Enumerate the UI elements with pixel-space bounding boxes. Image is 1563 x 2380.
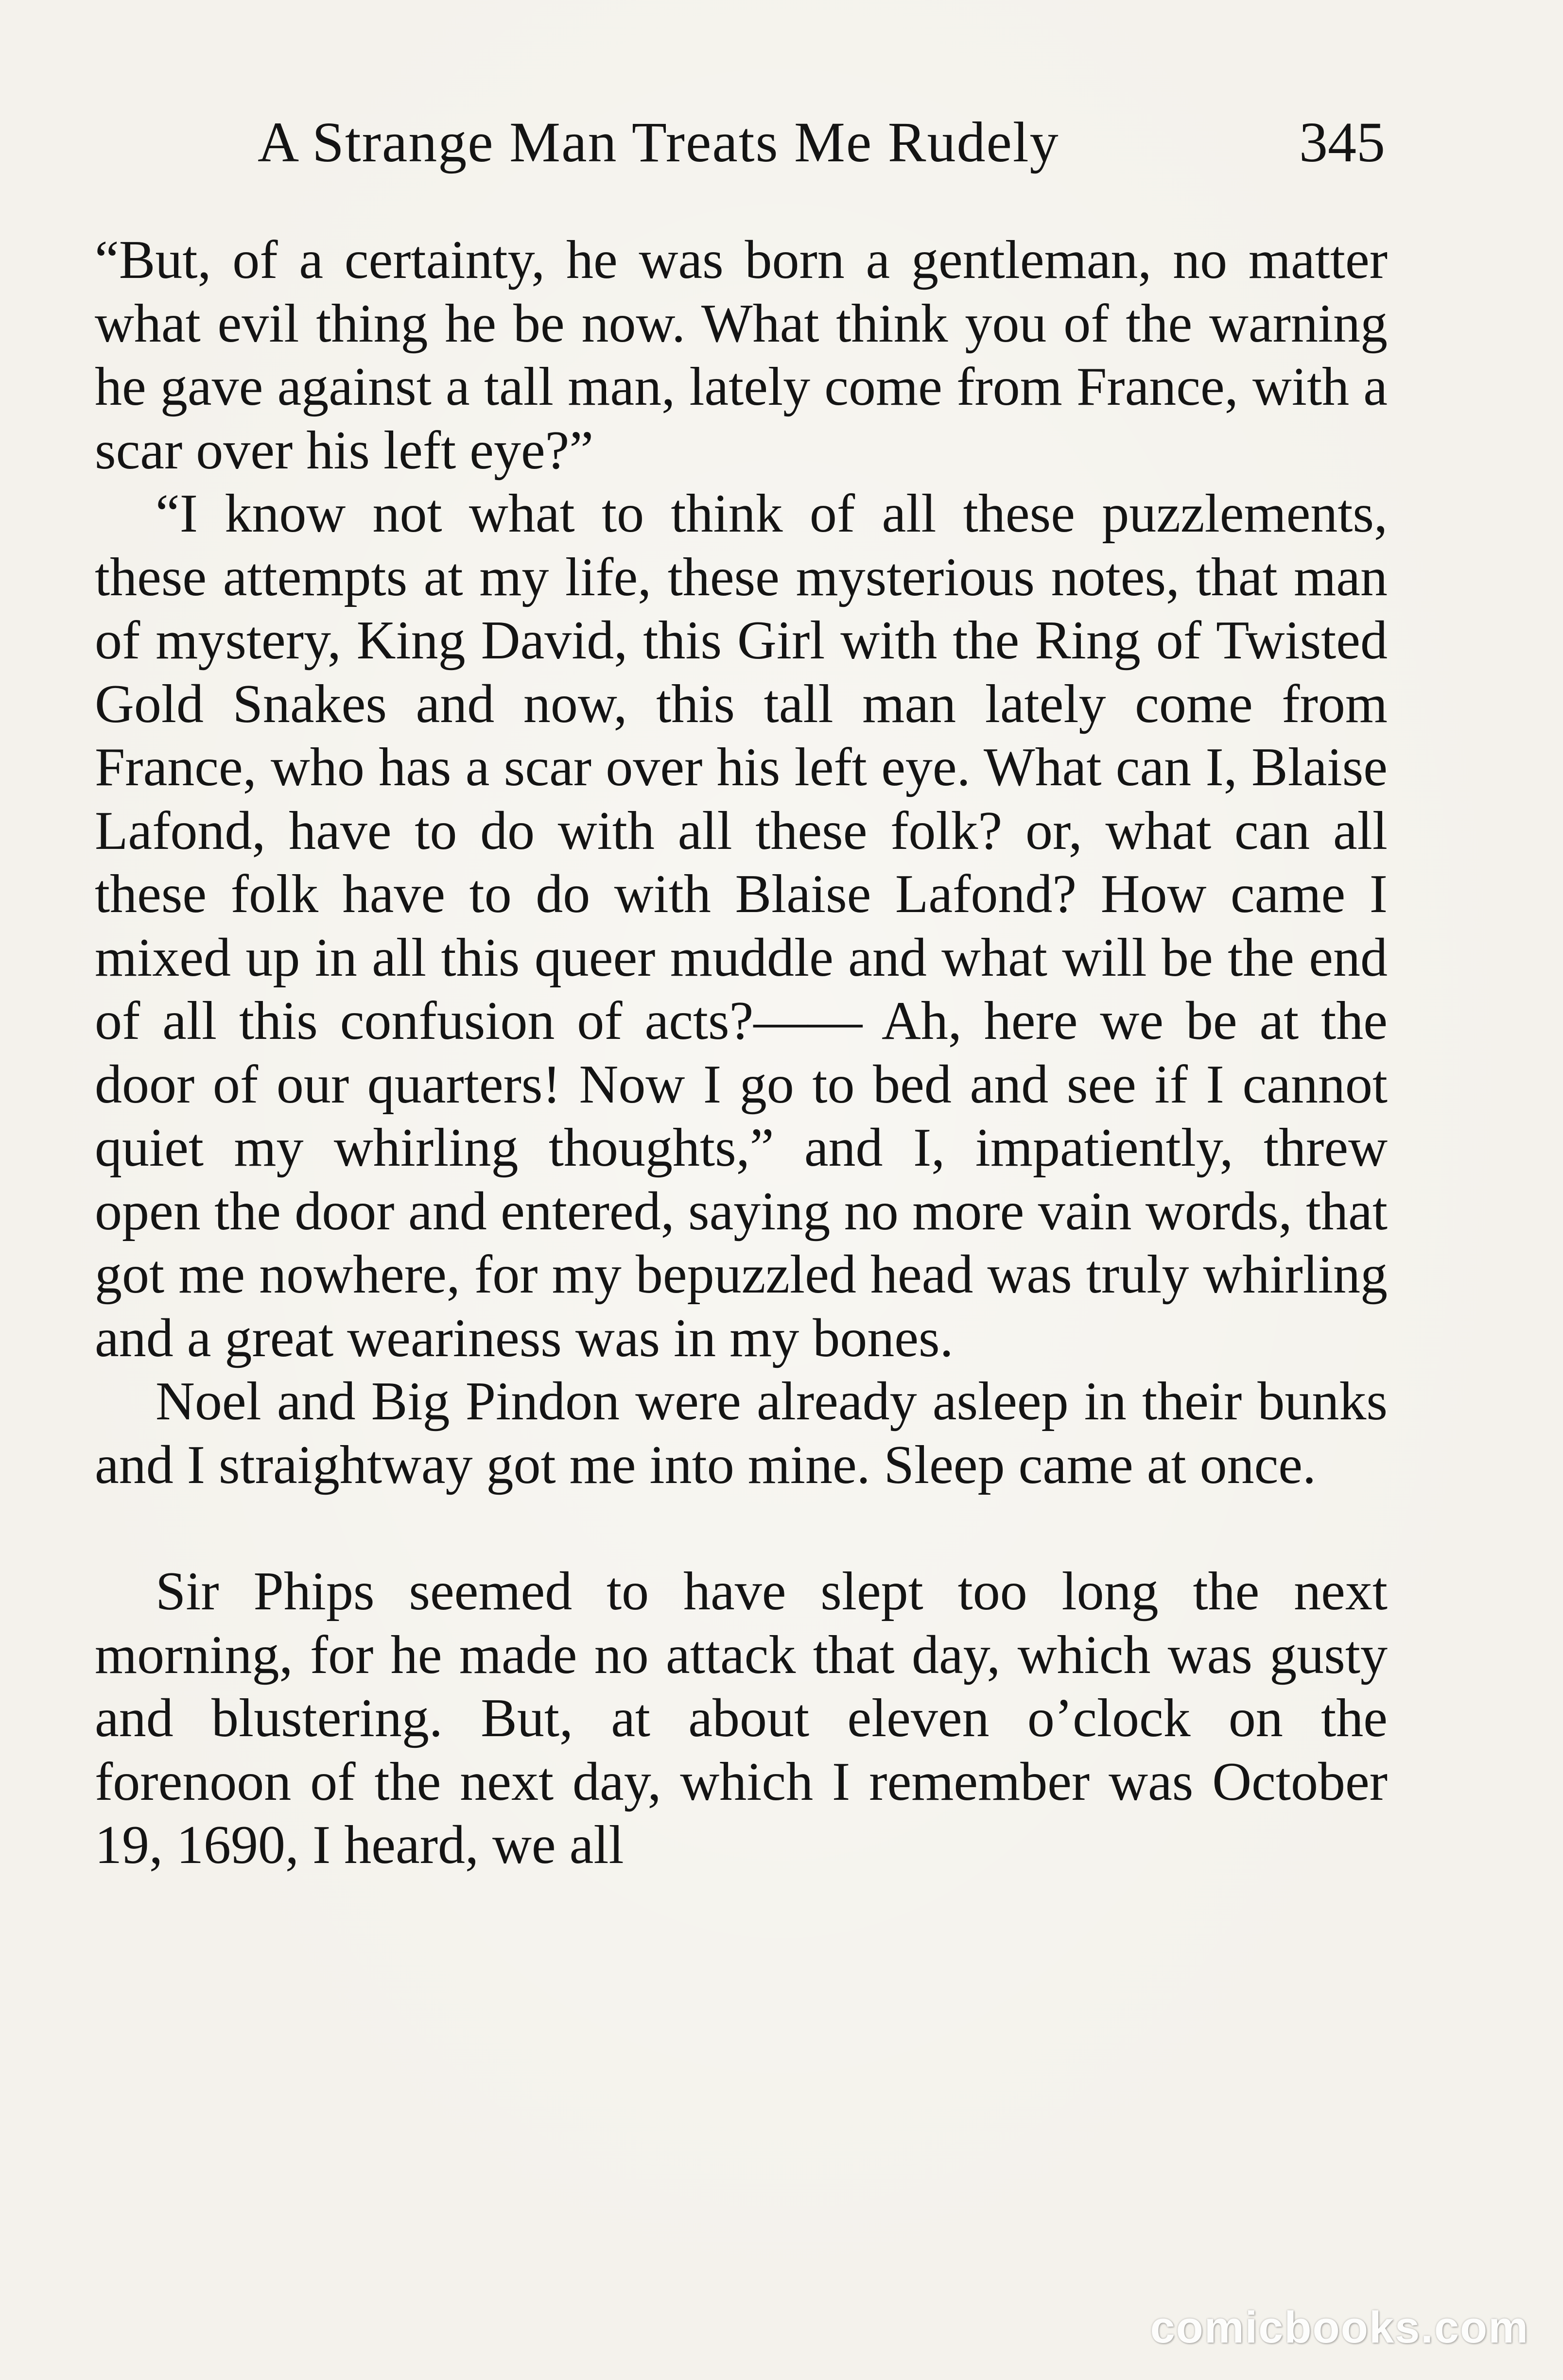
body-text	[95, 228, 1388, 1877]
paragraph-2: “I know not what to think of all these puzzlements, these attempts at my life, these mysterious notes, that man of mystery, King David, this Girl with the Ring of Twisted Gold Snakes and now, this tall man lately come from France, who has a scar over his left eye. What can I, Blaise Lafond, have to do with all these folk? or, what can all these folk have to do with Blaise Lafond? How came I mixed up in all this queer muddle and what will be the end of all this confusion of acts?—— Ah, here we be at the door of our quarters! Now I go to bed and see if I cannot quiet my whirling thoughts,” and I, impatiently, threw open the door and entered, saying no more vain words, that got me nowhere, for my bepuzzled head was truly whirling and a great weariness was in my bones.	[95, 483, 1388, 1368]
watermark-logo: comicbooks.com	[1150, 2303, 1529, 2352]
paragraph-1: “But, of a certainty, he was born a gentleman, no matter what evil thing he be now. What think you of the warning he gave against a tall man, lately come from France, with a scar over his left eye?”	[95, 230, 1388, 481]
paragraph-3: Noel and Big Pindon were already asleep in their bunks and I straightway got me into mine. Sleep came at once.	[95, 1371, 1388, 1495]
page-number: 345	[1299, 110, 1385, 174]
running-title: A Strange Man Treats Me Rudely	[258, 110, 1059, 174]
page-header	[258, 109, 1385, 187]
paragraph-4: Sir Phips seemed to have slept too long the next morning, for he made no attack that day, which was gusty and blustering. But, at about eleven o’clock on the forenoon of the next day, which I remember was October 19, 1690, I heard, we all	[95, 1561, 1388, 1875]
